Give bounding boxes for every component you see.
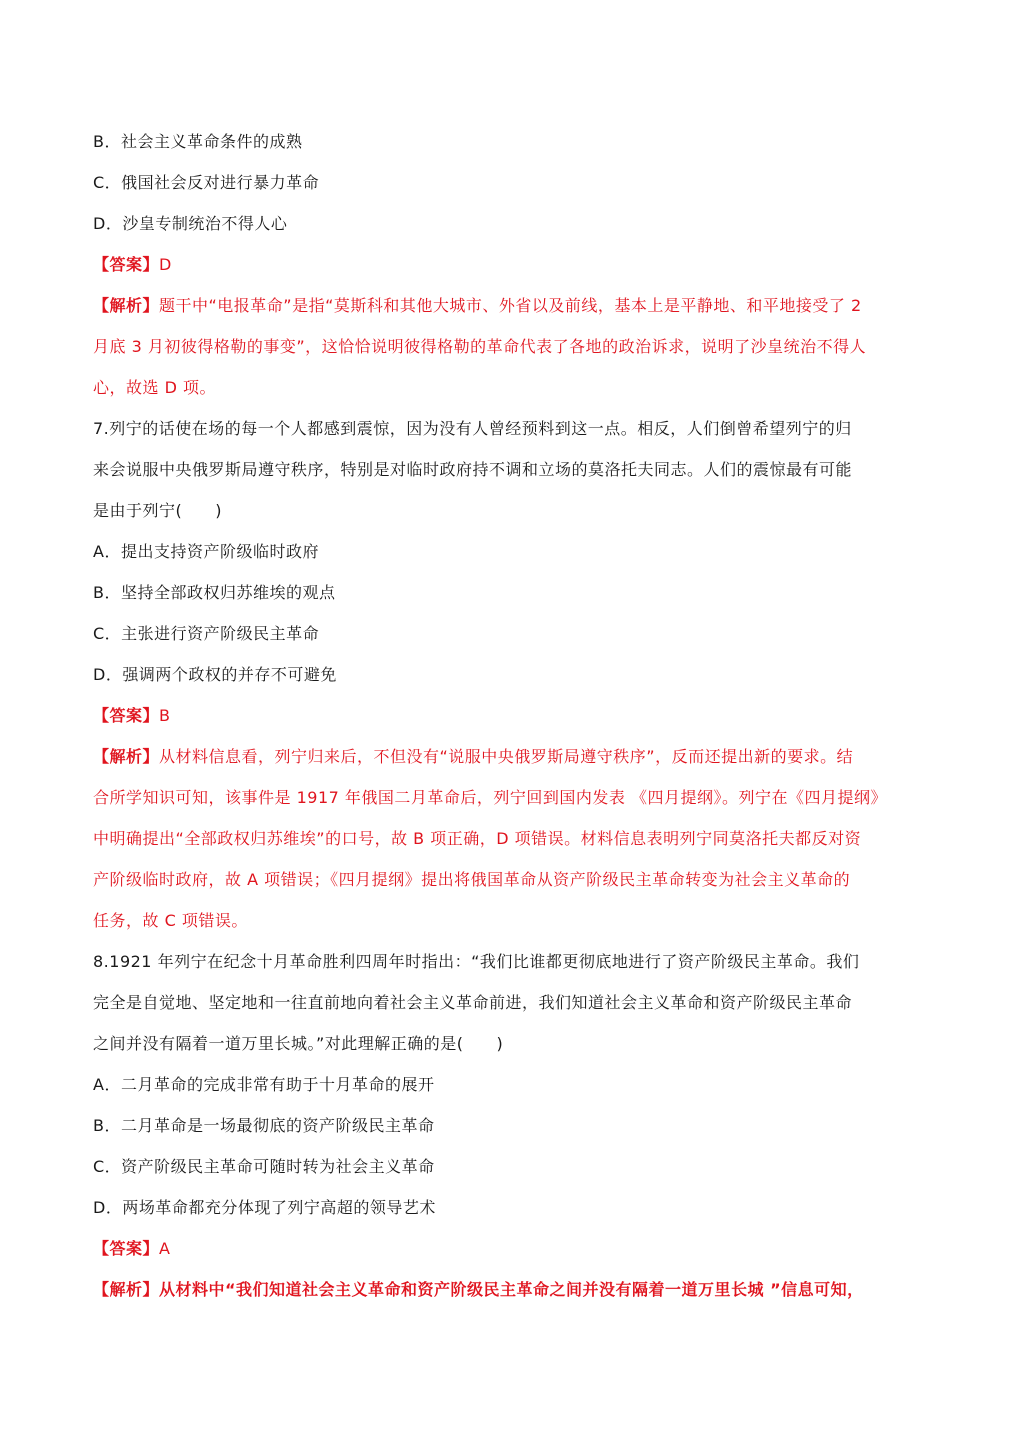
q6-analysis-line-3: 心，故选 D 项。 (93, 378, 216, 397)
q7-analysis-line-1 (93, 746, 953, 768)
analysis-tag: 【解析】 (93, 1280, 160, 1299)
q6-answer: D (159, 255, 172, 274)
q7-analysis-line-2: 合所学知识可知，该事件是 1917 年俄国二月革命后，列宁回到国内发表 《四月提纲》。列宁在《四月提纲》 (93, 788, 887, 807)
q8-analysis-line-1 (93, 1279, 953, 1301)
q8-analysis-text: 从材料中“我们知道社会主义革命和资产阶级民主革命之间并没有隔着一道万里长城 ”信息可知， (159, 1280, 864, 1299)
q7-stem-line-1: 7.列宁的话使在场的每一个人都感到震惊，因为没有人曾经预料到这一点。相反，人们倒曾希望列宁的归 (93, 419, 852, 438)
q6-option-c: C．俄国社会反对进行暴力革命 (93, 173, 320, 192)
q7-answer: B (159, 706, 171, 725)
q7-analysis-text: 从材料信息看，列宁归来后，不但没有“说服中央俄罗斯局遵守秩序”，反而还提出新的要求。结 (159, 747, 854, 766)
analysis-tag: 【解析】 (93, 747, 160, 766)
q8-answer: A (159, 1239, 171, 1258)
q7-option-b: B．坚持全部政权归苏维埃的观点 (93, 583, 336, 602)
q6-answer-line (93, 254, 953, 276)
q7-option-c: C．主张进行资产阶级民主革命 (93, 624, 320, 643)
q7-analysis-line-4: 产阶级临时政府，故 A 项错误；《四月提纲》提出将俄国革命从资产阶级民主革命转变为社会主义革命的 (93, 870, 851, 889)
q7-stem-line-2: 来会说服中央俄罗斯局遵守秩序，特别是对临时政府持不调和立场的莫洛托夫同志。人们的震惊最有可能 (93, 460, 853, 479)
q8-option-a: A．二月革命的完成非常有助于十月革命的展开 (93, 1075, 435, 1094)
q7-analysis-line-5: 任务，故 C 项错误。 (93, 911, 248, 930)
q7-answer-line (93, 705, 953, 727)
q7-option-a: A．提出支持资产阶级临时政府 (93, 542, 319, 561)
q8-answer-line (93, 1238, 953, 1260)
q7-analysis-line-3: 中明确提出“全部政权归苏维埃”的口号，故 B 项正确，D 项错误。材料信息表明列宁同莫洛托夫都反对资 (93, 829, 862, 848)
q8-stem-line-3: 之间并没有隔着一道万里长城。”对此理解正确的是( ) (93, 1034, 504, 1053)
answer-tag: 【答案】 (93, 706, 160, 725)
q8-stem-line-2: 完全是自觉地、坚定地和一往直前地向着社会主义革命前进，我们知道社会主义革命和资产阶级民主革命 (93, 993, 853, 1012)
q8-stem-line-1: 8.1921 年列宁在纪念十月革命胜利四周年时指出：“我们比谁都更彻底地进行了资产阶级民主革命。我们 (93, 952, 860, 971)
answer-tag: 【答案】 (93, 1239, 160, 1258)
q6-analysis-line-1 (93, 295, 953, 317)
q8-option-d: D．两场革命都充分体现了列宁高超的领导艺术 (93, 1198, 436, 1217)
q8-option-b: B．二月革命是一场最彻底的资产阶级民主革命 (93, 1116, 435, 1135)
q6-option-d: D．沙皇专制统治不得人心 (93, 214, 288, 233)
q6-analysis-line-2: 月底 3 月初彼得格勒的事变”，这恰恰说明彼得格勒的革命代表了各地的政治诉求，说明了沙皇统治不得人 (93, 337, 867, 356)
analysis-tag: 【解析】 (93, 296, 160, 315)
q7-stem-line-3: 是由于列宁( ) (93, 501, 222, 520)
q7-option-d: D．强调两个政权的并存不可避免 (93, 665, 337, 684)
q8-option-c: C．资产阶级民主革命可随时转为社会主义革命 (93, 1157, 435, 1176)
q6-option-b: B．社会主义革命条件的成熟 (93, 132, 303, 151)
q6-analysis-text: 题干中“电报革命”是指“莫斯科和其他大城市、外省以及前线，基本上是平静地、和平地接受了 2 (159, 296, 862, 315)
answer-tag: 【答案】 (93, 255, 160, 274)
